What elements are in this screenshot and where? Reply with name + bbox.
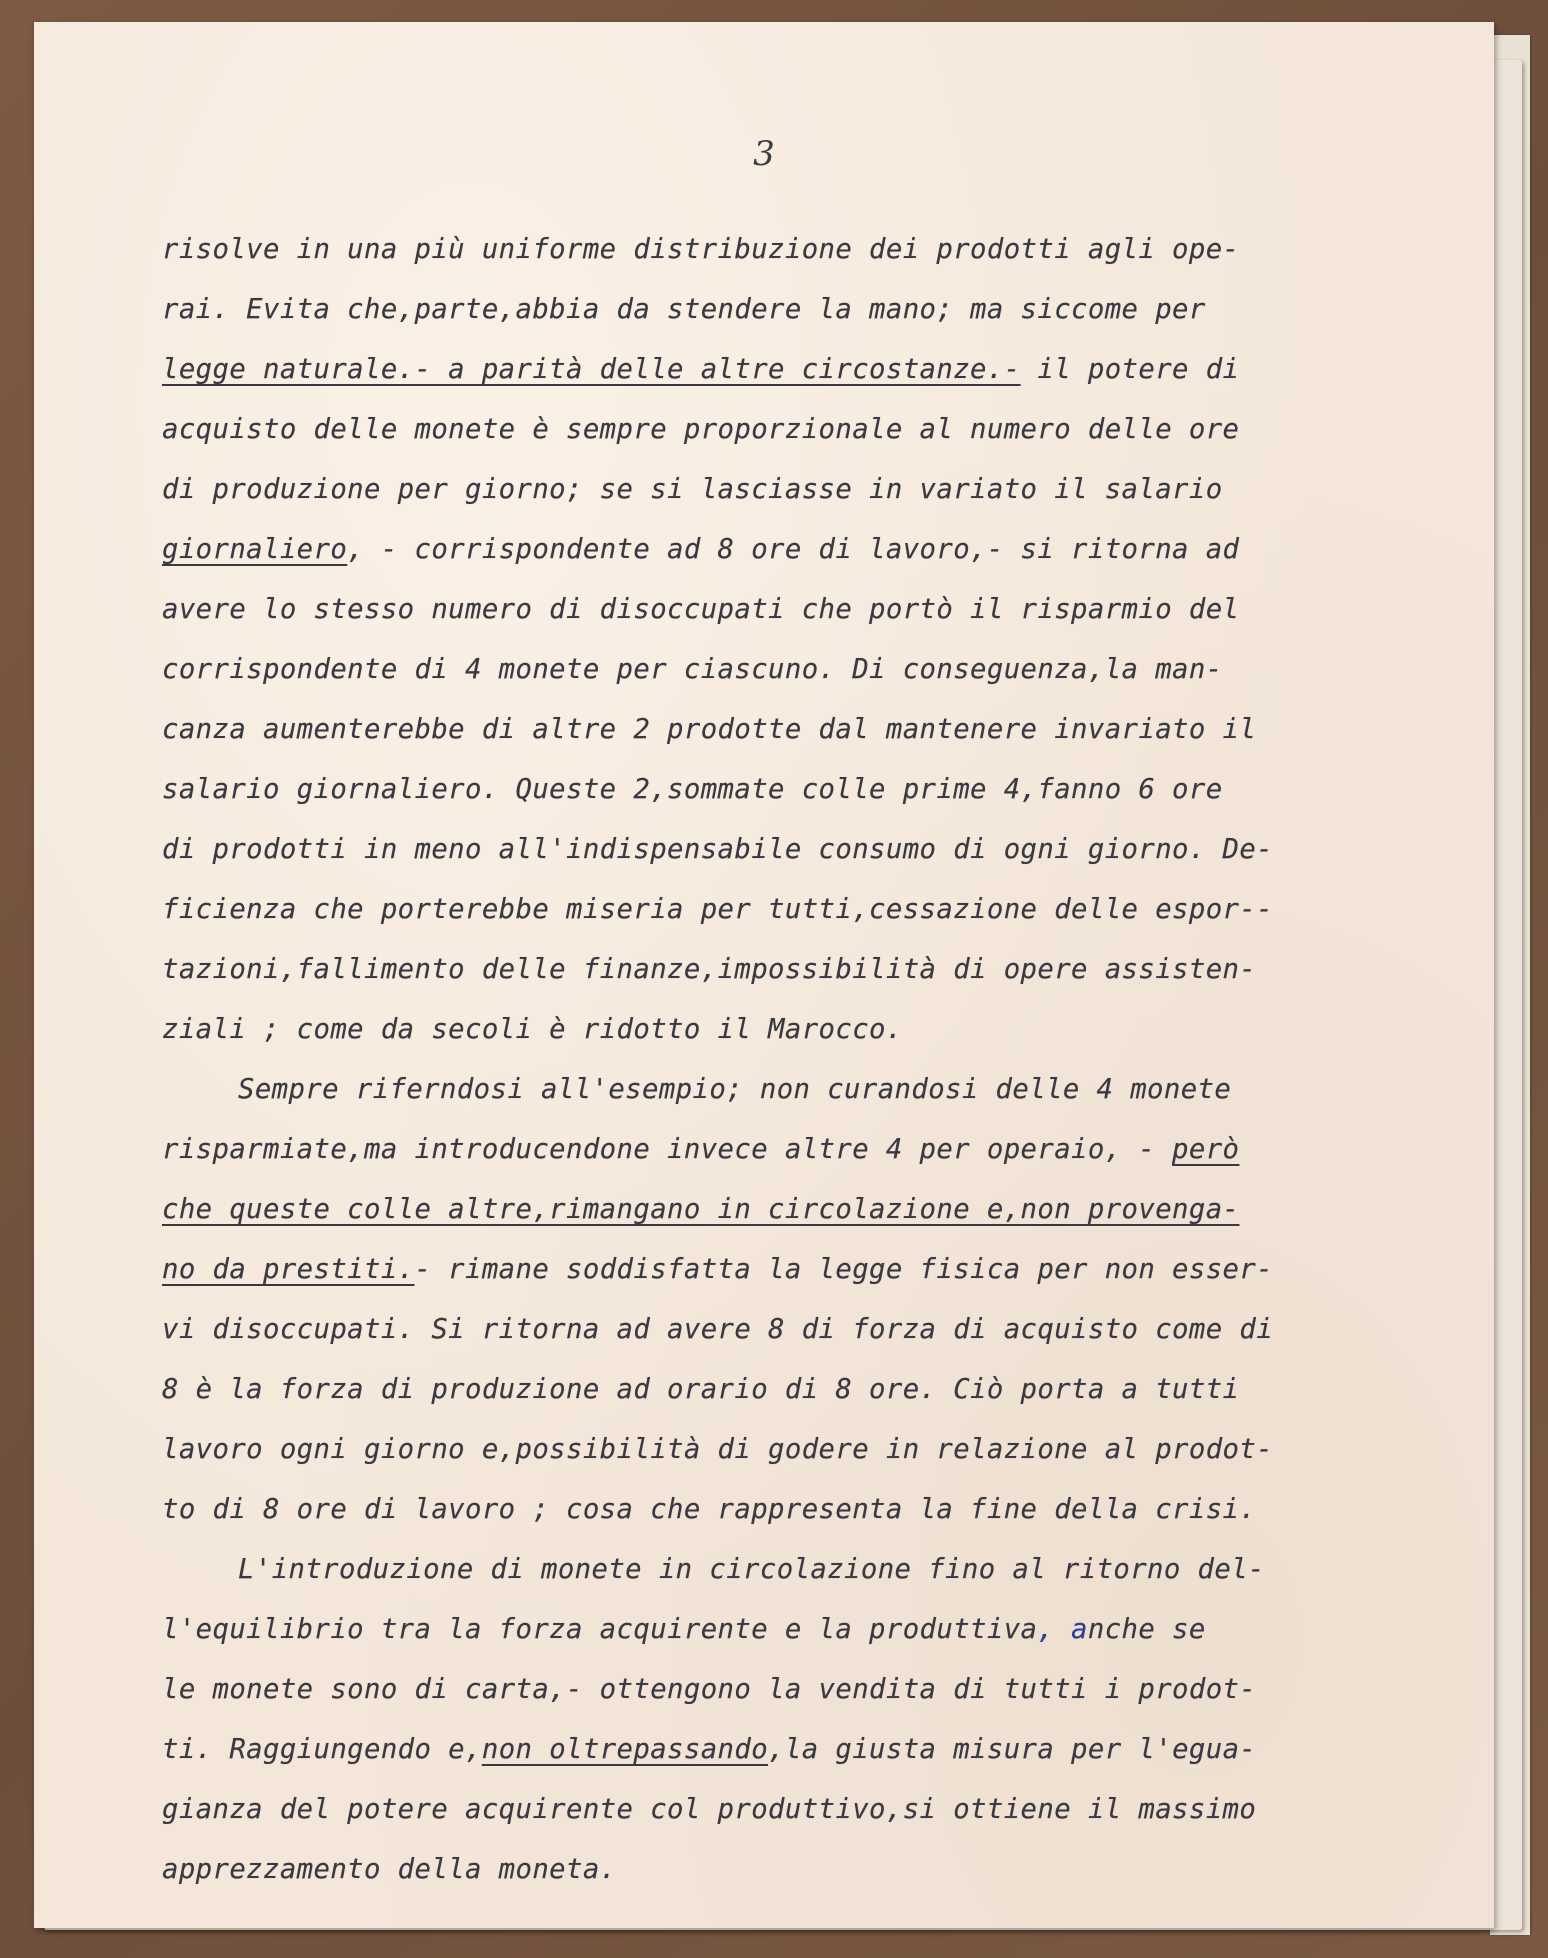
text-segment: L'introduzione di monete in circolazione fino al ritorno del- bbox=[238, 1554, 1265, 1585]
text-segment: lavoro ogni giorno e,possibilità di godere in relazione al prodot- bbox=[162, 1434, 1274, 1465]
underlined-phrase: giornaliero bbox=[162, 534, 348, 565]
text-segment: acquisto delle monete è sempre proporzionale al numero delle ore bbox=[162, 414, 1240, 445]
text-line bbox=[162, 400, 1472, 460]
text-segment: il potere di bbox=[1020, 354, 1240, 385]
text-segment: tazioni,fallimento delle finanze,impossibilità di opere assisten- bbox=[162, 954, 1257, 985]
text-segment: di produzione per giorno; se si lasciasse in variato il salario bbox=[162, 474, 1223, 505]
underlined-phrase: però bbox=[1172, 1134, 1240, 1165]
underlined-phrase: non oltrepassando bbox=[481, 1734, 769, 1765]
text-line bbox=[162, 820, 1472, 880]
text-line bbox=[162, 1840, 1472, 1900]
handwritten-correction: , a bbox=[1037, 1614, 1088, 1645]
text-segment: avere lo stesso numero di disoccupati che portò il risparmio del bbox=[162, 594, 1240, 625]
text-line bbox=[162, 1480, 1472, 1540]
text-segment: - rimane soddisfatta la legge fisica per non esser- bbox=[414, 1254, 1274, 1285]
text-segment: nche se bbox=[1087, 1614, 1206, 1645]
text-segment: rai. Evita che,parte,abbia da stendere la mano; ma siccome per bbox=[162, 294, 1206, 325]
text-line bbox=[162, 340, 1472, 400]
text-segment: l'equilibrio tra la forza acquirente e la produttiva bbox=[162, 1614, 1038, 1645]
text-segment: gianza del potere acquirente col produttivo,si ottiene il massimo bbox=[162, 1794, 1257, 1825]
text-line bbox=[162, 280, 1472, 340]
text-line bbox=[162, 580, 1472, 640]
body-text bbox=[162, 220, 1472, 1900]
text-segment: canza aumenterebbe di altre 2 prodotte dal mantenere invariato il bbox=[162, 714, 1257, 745]
text-line bbox=[162, 1060, 1472, 1120]
page-number: 3 bbox=[753, 134, 775, 174]
text-segment: corrispondente di 4 monete per ciascuno. Di conseguenza,la man- bbox=[162, 654, 1223, 685]
text-line bbox=[162, 1600, 1472, 1660]
underlined-phrase: che queste colle altre,rimangano in circolazione e,non provenga- bbox=[162, 1194, 1240, 1225]
text-segment: , - corrispondente ad 8 ore di lavoro,- si ritorna ad bbox=[347, 534, 1240, 565]
text-segment: risparmiate,ma introducendone invece altre 4 per operaio, - bbox=[162, 1134, 1173, 1165]
text-line bbox=[162, 1180, 1472, 1240]
underlined-phrase: legge naturale.- a parità delle altre circostanze.- bbox=[162, 354, 1021, 385]
text-line bbox=[162, 1720, 1472, 1780]
text-segment: ti. Raggiungendo e, bbox=[162, 1734, 482, 1765]
typewritten-page bbox=[34, 22, 1494, 1928]
text-segment: 8 è la forza di produzione ad orario di 8 ore. Ciò porta a tutti bbox=[162, 1374, 1240, 1405]
text-line bbox=[162, 760, 1472, 820]
text-line bbox=[162, 1660, 1472, 1720]
text-line bbox=[162, 1540, 1472, 1600]
text-segment: apprezzamento della moneta. bbox=[162, 1854, 617, 1885]
text-segment: ,la giusta misura per l'egua- bbox=[768, 1734, 1257, 1765]
text-line bbox=[162, 1000, 1472, 1060]
text-segment: salario giornaliero. Queste 2,sommate colle prime 4,fanno 6 ore bbox=[162, 774, 1223, 805]
text-segment: risolve in una più uniforme distribuzione dei prodotti agli ope- bbox=[162, 234, 1240, 265]
text-segment: ficienza che porterebbe miseria per tutti,cessazione delle espor-- bbox=[162, 894, 1274, 925]
text-line bbox=[162, 1420, 1472, 1480]
text-line bbox=[162, 1360, 1472, 1420]
text-segment: le monete sono di carta,- ottengono la vendita di tutti i prodot- bbox=[162, 1674, 1257, 1705]
text-line bbox=[162, 520, 1472, 580]
text-line bbox=[162, 1120, 1472, 1180]
text-segment: di prodotti in meno all'indispensabile consumo di ogni giorno. De- bbox=[162, 834, 1274, 865]
text-line bbox=[162, 640, 1472, 700]
text-line bbox=[162, 220, 1472, 280]
underlined-phrase: no da prestiti. bbox=[162, 1254, 415, 1285]
text-line bbox=[162, 880, 1472, 940]
text-line bbox=[162, 460, 1472, 520]
text-segment: ziali ; come da secoli è ridotto il Marocco. bbox=[162, 1014, 903, 1045]
text-segment: vi disoccupati. Si ritorna ad avere 8 di forza di acquisto come di bbox=[162, 1314, 1274, 1345]
text-line bbox=[162, 1780, 1472, 1840]
text-line bbox=[162, 700, 1472, 760]
text-segment: Sempre riferndosi all'esempio; non curandosi delle 4 monete bbox=[238, 1074, 1232, 1105]
text-line bbox=[162, 940, 1472, 1000]
text-segment: to di 8 ore di lavoro ; cosa che rappresenta la fine della crisi. bbox=[162, 1494, 1257, 1525]
text-line bbox=[162, 1300, 1472, 1360]
text-line bbox=[162, 1240, 1472, 1300]
